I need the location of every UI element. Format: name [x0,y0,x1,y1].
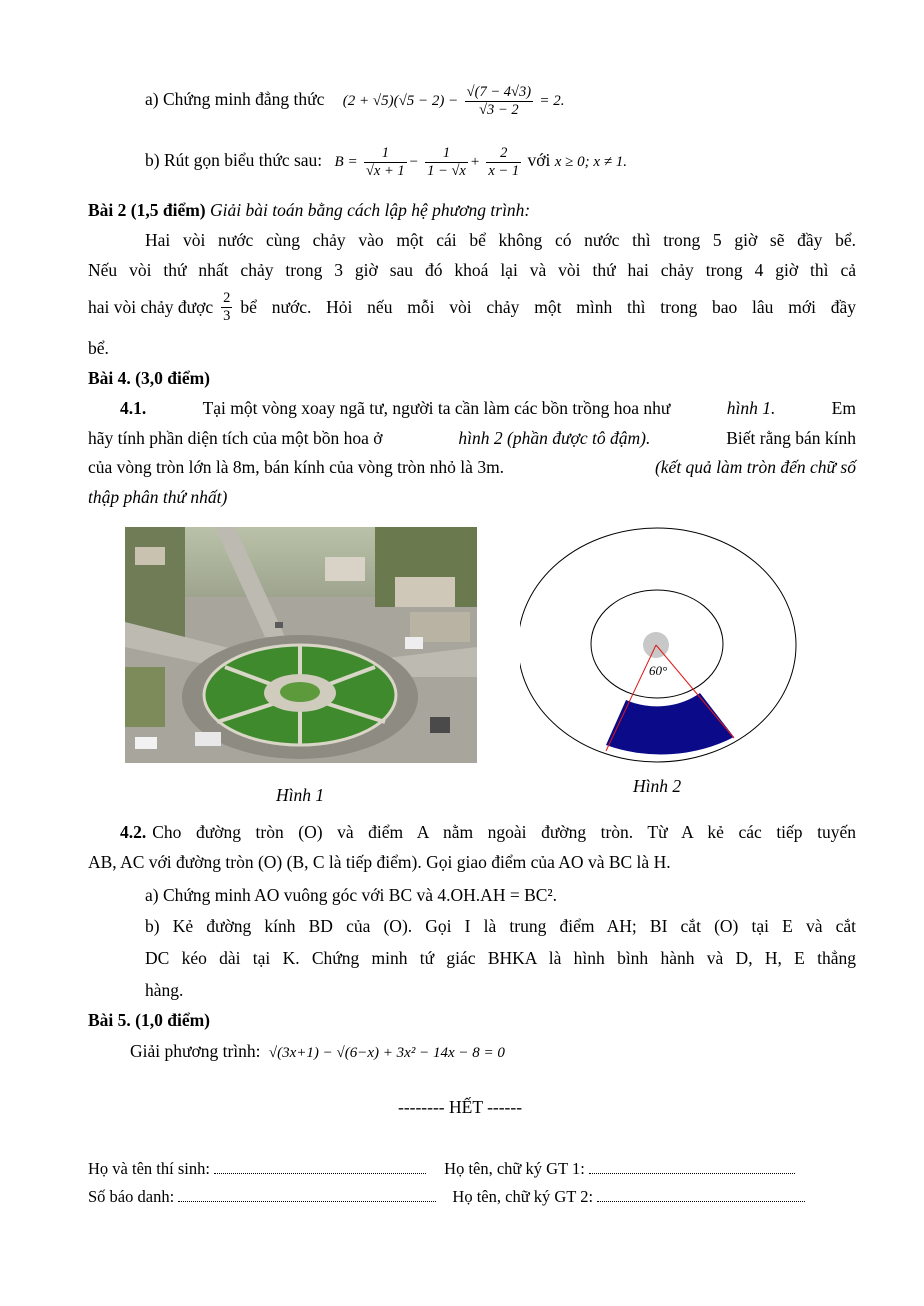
part-b-frac-3 [486,145,521,179]
frac-2-num: 1 [425,145,468,163]
bai4-1-line-2 [88,428,856,449]
bai4-2-part-b-3: hàng. [145,980,184,1000]
part-a-line [145,84,565,118]
bai2-line-4: bể. [88,338,109,358]
bai5-equation: √(3x+1) − √(6−x) + 3x² − 14x − 8 = 0 [268,1045,505,1061]
bai4-1-line-1 [120,398,856,419]
bai5-line [130,1041,505,1062]
frac-3-num: 2 [486,145,521,163]
bai2-heading-line [88,200,530,221]
gt1-label: Họ tên, chữ ký GT 1: [444,1159,585,1178]
bai2-line-3a: hai vòi chảy được [88,296,214,317]
part-a-frac-num: √(7 − 4√3) [466,84,532,100]
bai4-1-text-d: Biết rằng bán kính [726,428,856,448]
gt1-field[interactable] [589,1161,795,1174]
bai4-2-part-b-1: b) Kẻ đường kính BD của (O). Gọi I là trung điểm AH; BI cắt (O) tại E và cắt [145,916,856,936]
bai5-label: Giải phương trình: [130,1041,261,1061]
bai4-1-text-c: hãy tính phần diện tích của một bồn hoa ở [88,428,383,448]
bai4-2-line-1 [120,822,856,843]
footer-row-2 [88,1187,805,1207]
caption-hinh-2: Hình 2 [633,776,682,796]
footer-row-1 [88,1159,795,1179]
candidate-number-label: Số báo danh: [88,1187,175,1206]
candidate-number-field[interactable] [178,1189,436,1202]
bai4-2-text-a: Cho đường tròn (O) và điểm A nằm ngoài đường tròn. Từ A kẻ các tiếp tuyến [152,822,856,842]
caption-hinh-1: Hình 1 [276,785,325,805]
part-b-frac-2 [425,145,468,179]
frac-3-den: x − 1 [488,162,520,179]
bai2-heading: Bài 2 (1,5 điểm) [88,200,206,220]
part-a-label: a) Chứng minh đẳng thức [145,89,325,110]
bai4-heading: Bài 4. (3,0 điểm) [88,368,211,388]
part-b-label: b) Rút gọn biểu thức sau: [145,150,323,171]
part-a-expr-right: = 2. [539,93,565,110]
bai4-2-line-2: AB, AC với đường tròn (O) (B, C là tiếp điểm). Gọi giao điểm của AO và BC là H. [88,852,671,872]
part-b-line: b) Rút gọn biểu thức sau: B = $\frac{1}{√x + 1}$ − $\frac{1}{1 - √x}$ + $\frac{2}{x - 1}$ với x ≥ 0; x ≠ 1. [145,145,627,179]
bai4-1-note-a: (kết quả làm tròn đến chữ số [654,457,856,477]
bai4-2-part-b-2: DC kéo dài tại K. Chứng minh tứ giác BHKA là hình bình hành và D, H, E thẳng [145,948,856,968]
candidate-name-label: Họ và tên thí sinh: [88,1159,210,1178]
bai4-1-note-b: thập phân thứ nhất) [88,487,228,507]
part-b-condition: x ≥ 0; x ≠ 1. [554,154,627,171]
bai4-1-label: 4.1. [120,398,147,418]
bai4-1-hinh1-ref: hình 1. [726,398,776,418]
bai4-1-text-e: của vòng tròn lớn là 8m, bán kính của vòng tròn nhỏ là 3m. [88,457,505,477]
bai2-fraction [221,290,232,324]
figure-2-diagram [520,525,860,775]
candidate-name-field[interactable] [214,1161,426,1174]
bai2-frac-num: 2 [223,290,231,306]
frac-2-den: 1 − √x [427,162,466,179]
bai4-1-line-3 [88,457,856,478]
bai2-line-1: Hai vòi nước cùng chảy vào một cái bể không có nước thì trong 5 giờ sẽ đầy bể. [145,230,856,250]
bai2-line-3b: bể nước. Hỏi nếu mỗi vòi chảy một mình thì trong bao lâu mới đầy [240,296,856,317]
bai2-line-2: Nếu vòi thứ nhất chảy trong 3 giờ sau đó khoá lại và vòi thứ hai chảy trong 4 giờ thì cả [88,260,856,280]
part-a-frac-den: √3 − 2 [479,101,519,118]
part-b-cond-word: với [527,150,551,171]
part-a-expr-left: (2 + √5)(√5 − 2) − [342,93,459,110]
bai2-line-3 [88,290,856,324]
bai5-heading: Bài 5. (1,0 điểm) [88,1010,211,1030]
bai4-2-label: 4.2. [120,822,147,842]
roundabout-photo [125,527,477,763]
frac-1-den: √x + 1 [365,162,405,179]
frac-1-num: 1 [364,145,407,163]
bai4-2-part-a: a) Chứng minh AO vuông góc với BC và 4.OH.AH = BC². [145,885,558,905]
gt2-label: Họ tên, chữ ký GT 2: [452,1187,594,1206]
bai4-1-text-a: Tại một vòng xoay ngã tư, người ta cần làm các bồn trồng hoa như [202,398,671,418]
part-b-frac-1 [364,145,407,179]
end-mark: -------- HẾT ------ [398,1097,523,1117]
bai2-frac-den: 3 [223,307,231,324]
bai2-task: Giải bài toán bằng cách lập hệ phương trình: [210,200,531,220]
part-b-b-eq: B = [334,154,358,171]
bai4-1-hinh2-ref: hình 2 (phần được tô đậm). [458,428,651,448]
angle-label: 60° [649,663,668,678]
part-a-fraction [465,84,533,118]
bai4-1-text-b: Em [831,398,856,418]
gt2-field[interactable] [597,1189,805,1202]
